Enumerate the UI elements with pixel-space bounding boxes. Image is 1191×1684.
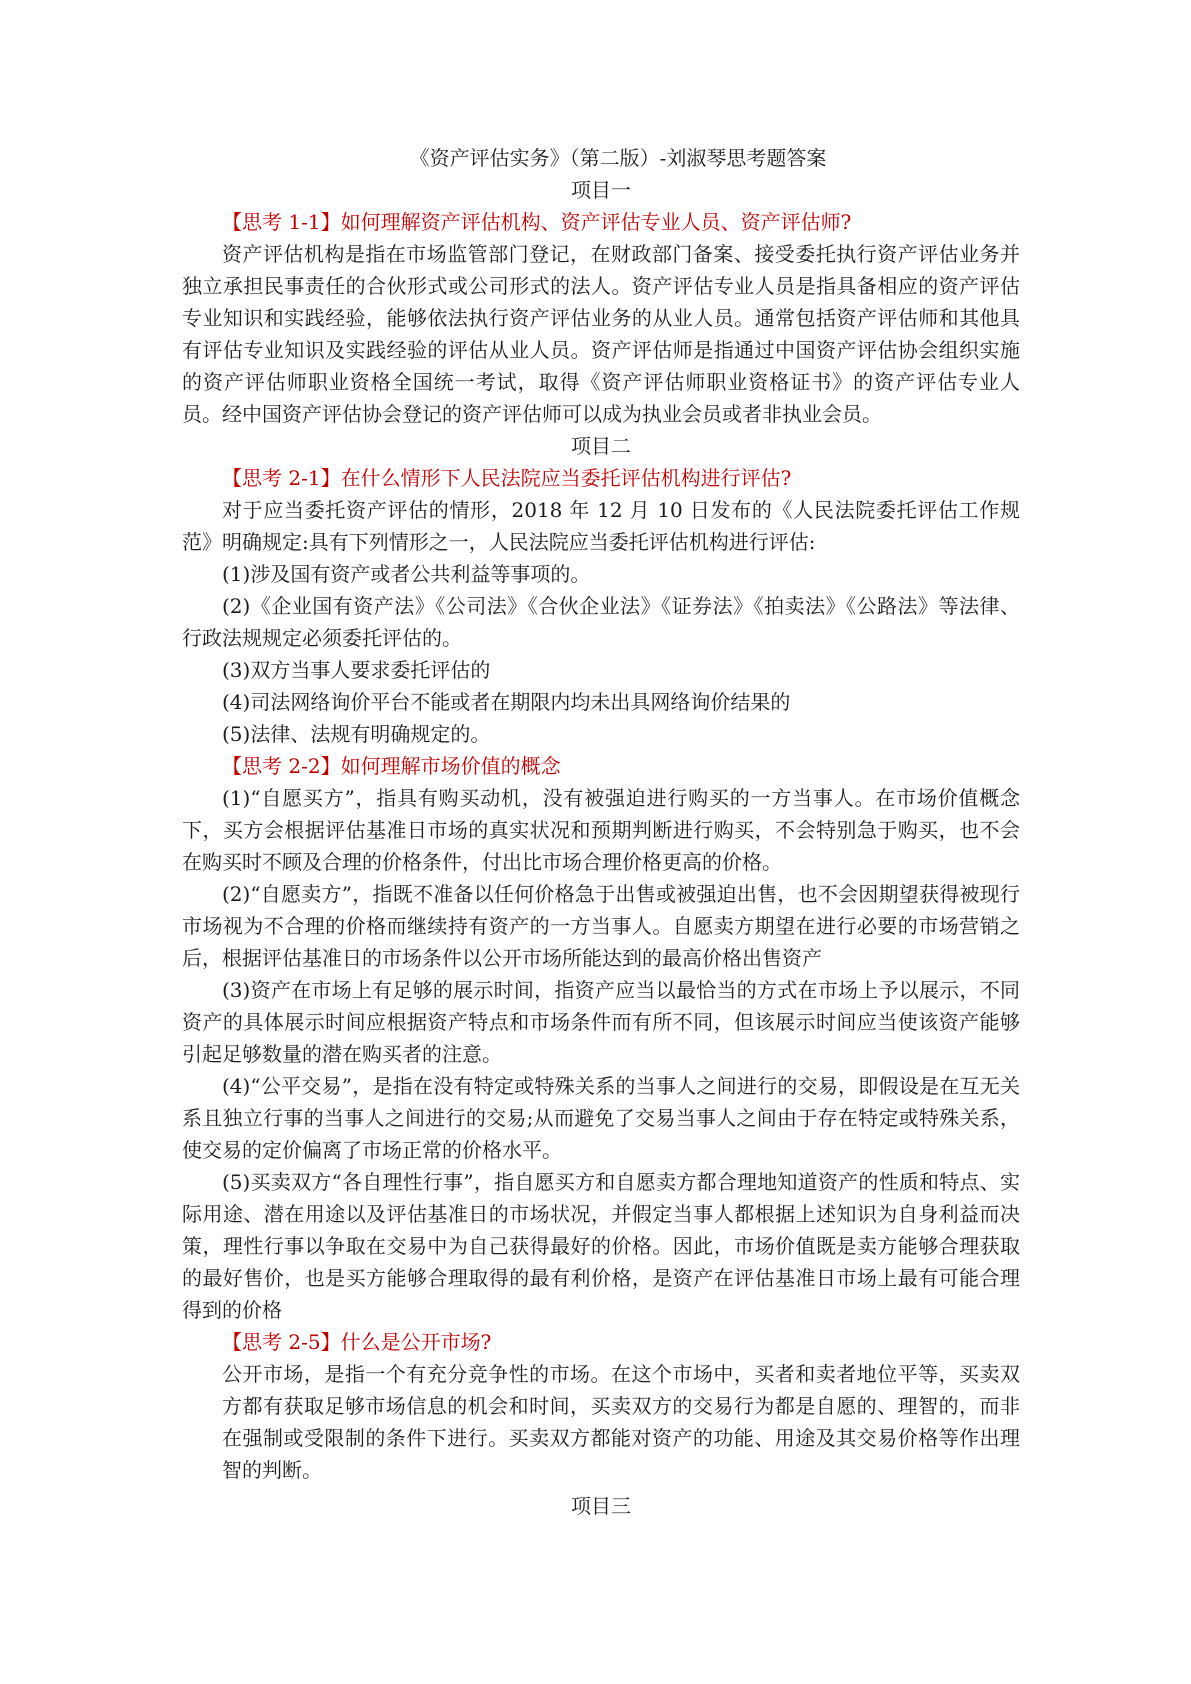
question-2-2: 【思考 2-2】如何理解市场价值的概念 xyxy=(222,754,561,778)
question-2-1: 【思考 2-1】在什么情形下人民法院应当委托评估机构进行评估? xyxy=(222,466,792,490)
answer-2-1-item: (5)法律、法规有明确规定的。 xyxy=(222,722,491,746)
answer-2-1-item: (4)司法网络询价平台不能或者在期限内均未出具网络询价结果的 xyxy=(222,690,791,714)
answer-2-2-item: (4)“公平交易”，是指在没有特定或特殊关系的当事人之间进行的交易，即假设是在互无关系且独立行事的当事人之间进行的交易;从而避免了交易当事人之间由于存在特定或特殊关系，使交易的定价偏离了市场正常的价格水平。 xyxy=(182,1074,1020,1162)
section-heading-3: 项目三 xyxy=(571,1494,631,1518)
answer-2-2-item: (1)“自愿买方”，指具有购买动机，没有被强迫进行购买的一方当事人。在市场价值概念下，买方会根据评估基准日市场的真实状况和预期判断进行购买，不会特别急于购买，也不会在购买时不顾及合理的价格条件，付出比市场合理价格更高的价格。 xyxy=(182,786,1020,874)
document-title: 《资产评估实务》（第二版）-刘淑琴思考题答案 xyxy=(409,146,827,170)
answer-2-1-item: (2)《企业国有资产法》《公司法》《合伙企业法》《证券法》《拍卖法》《公路法》等法律、行政法规规定必须委托评估的。 xyxy=(182,594,1020,650)
section-heading-2: 项目二 xyxy=(571,434,631,458)
answer-2-5: 公开市场，是指一个有充分竞争性的市场。在这个市场中，买者和卖者地位平等，买卖双方都有获取足够市场信息的机会和时间，买卖双方的交易行为都是自愿的、理智的，而非在强制或受限制的条件下进行。买卖双方都能对资产的功能、用途及其交易价格等作出理智的判断。 xyxy=(222,1362,1020,1482)
answer-2-1-item: (3)双方当事人要求委托评估的 xyxy=(222,658,491,682)
answer-2-2-item: (5)买卖双方“各自理性行事”，指自愿买方和自愿卖方都合理地知道资产的性质和特点、实际用途、潜在用途以及评估基准日的市场状况，并假定当事人都根据上述知识为自身利益而决策，理性行事以争取在交易中为自己获得最好的价格。因此，市场价值既是卖方能够合理获取的最好售价，也是买方能够合理取得的最有利价格，是资产在评估基准日市场上最有可能合理得到的价格 xyxy=(182,1170,1020,1322)
answer-2-1-item: (1)涉及国有资产或者公共利益等事项的。 xyxy=(222,562,591,586)
answer-2-2-item: (2)“自愿卖方”，指既不准备以任何价格急于出售或被强迫出售，也不会因期望获得被现行市场视为不合理的价格而继续持有资产的一方当事人。自愿卖方期望在进行必要的市场营销之后，根据评估基准日的市场条件以公开市场所能达到的最高价格出售资产 xyxy=(182,882,1020,970)
question-1-1: 【思考 1-1】如何理解资产评估机构、资产评估专业人员、资产评估师? xyxy=(222,210,852,234)
section-heading-1: 项目一 xyxy=(571,178,631,202)
question-2-5: 【思考 2-5】什么是公开市场? xyxy=(222,1330,492,1354)
answer-2-1-intro: 对于应当委托资产评估的情形，2018 年 12 月 10 日发布的《人民法院委托评估工作规范》明确规定:具有下列情形之一，人民法院应当委托评估机构进行评估: xyxy=(182,498,1020,554)
answer-2-2-item: (3)资产在市场上有足够的展示时间，指资产应当以最恰当的方式在市场上予以展示，不同资产的具体展示时间应根据资产特点和市场条件而有所不同，但该展示时间应当使该资产能够引起足够数量的潜在购买者的注意。 xyxy=(182,978,1020,1066)
document-page xyxy=(182,142,1020,1522)
answer-1-1: 资产评估机构是指在市场监管部门登记，在财政部门备案、接受委托执行资产评估业务并独立承担民事责任的合伙形式或公司形式的法人。资产评估专业人员是指具备相应的资产评估专业知识和实践经验，能够依法执行资产评估业务的从业人员。通常包括资产评估师和其他具有评估专业知识及实践经验的评估从业人员。资产评估师是指通过中国资产评估协会组织实施的资产评估师职业资格全国统一考试，取得《资产评估师职业资格证书》的资产评估专业人员。经中国资产评估协会登记的资产评估师可以成为执业会员或者非执业会员。 xyxy=(182,242,1020,426)
